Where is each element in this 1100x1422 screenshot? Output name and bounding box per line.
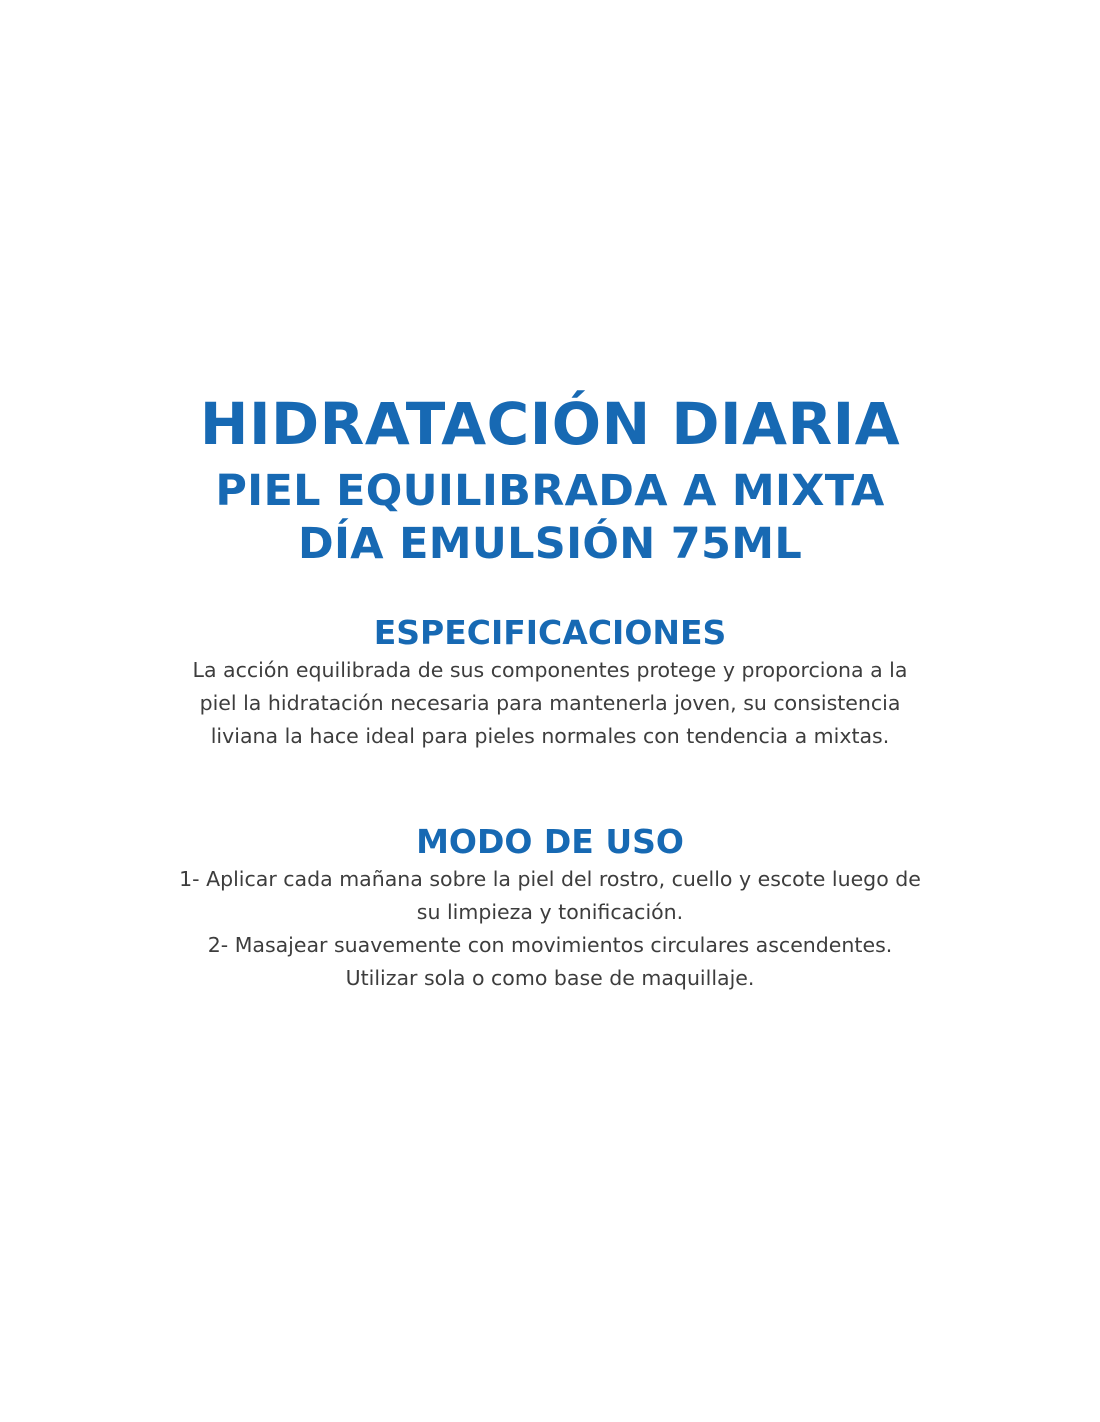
usage-line: 1- Aplicar cada mañana sobre la piel del rostro, cuello y escote luego de [179, 867, 921, 891]
usage-line: 2- Masajear suavemente con movimientos circulares ascendentes. [207, 933, 893, 957]
specifications-line: liviana la hace ideal para pieles normales con tendencia a mixtas. [210, 724, 890, 748]
product-title: HIDRATACIÓN DIARIA [199, 390, 901, 458]
product-subtitle-skin-type: PIEL EQUILIBRADA A MIXTA [215, 466, 885, 516]
specifications-line: piel la hidratación necesaria para mantenerla joven, su consistencia [199, 691, 901, 715]
product-subtitle-format: DÍA EMULSIÓN 75ML [297, 519, 803, 569]
usage-heading: MODO DE USO [416, 822, 684, 861]
usage-line: Utilizar sola o como base de maquillaje. [345, 966, 755, 990]
usage-line: su limpieza y tonificación. [416, 900, 684, 924]
specifications-line: La acción equilibrada de sus componentes protege y proporciona a la [192, 658, 908, 682]
specifications-heading: ESPECIFICACIONES [373, 613, 727, 652]
